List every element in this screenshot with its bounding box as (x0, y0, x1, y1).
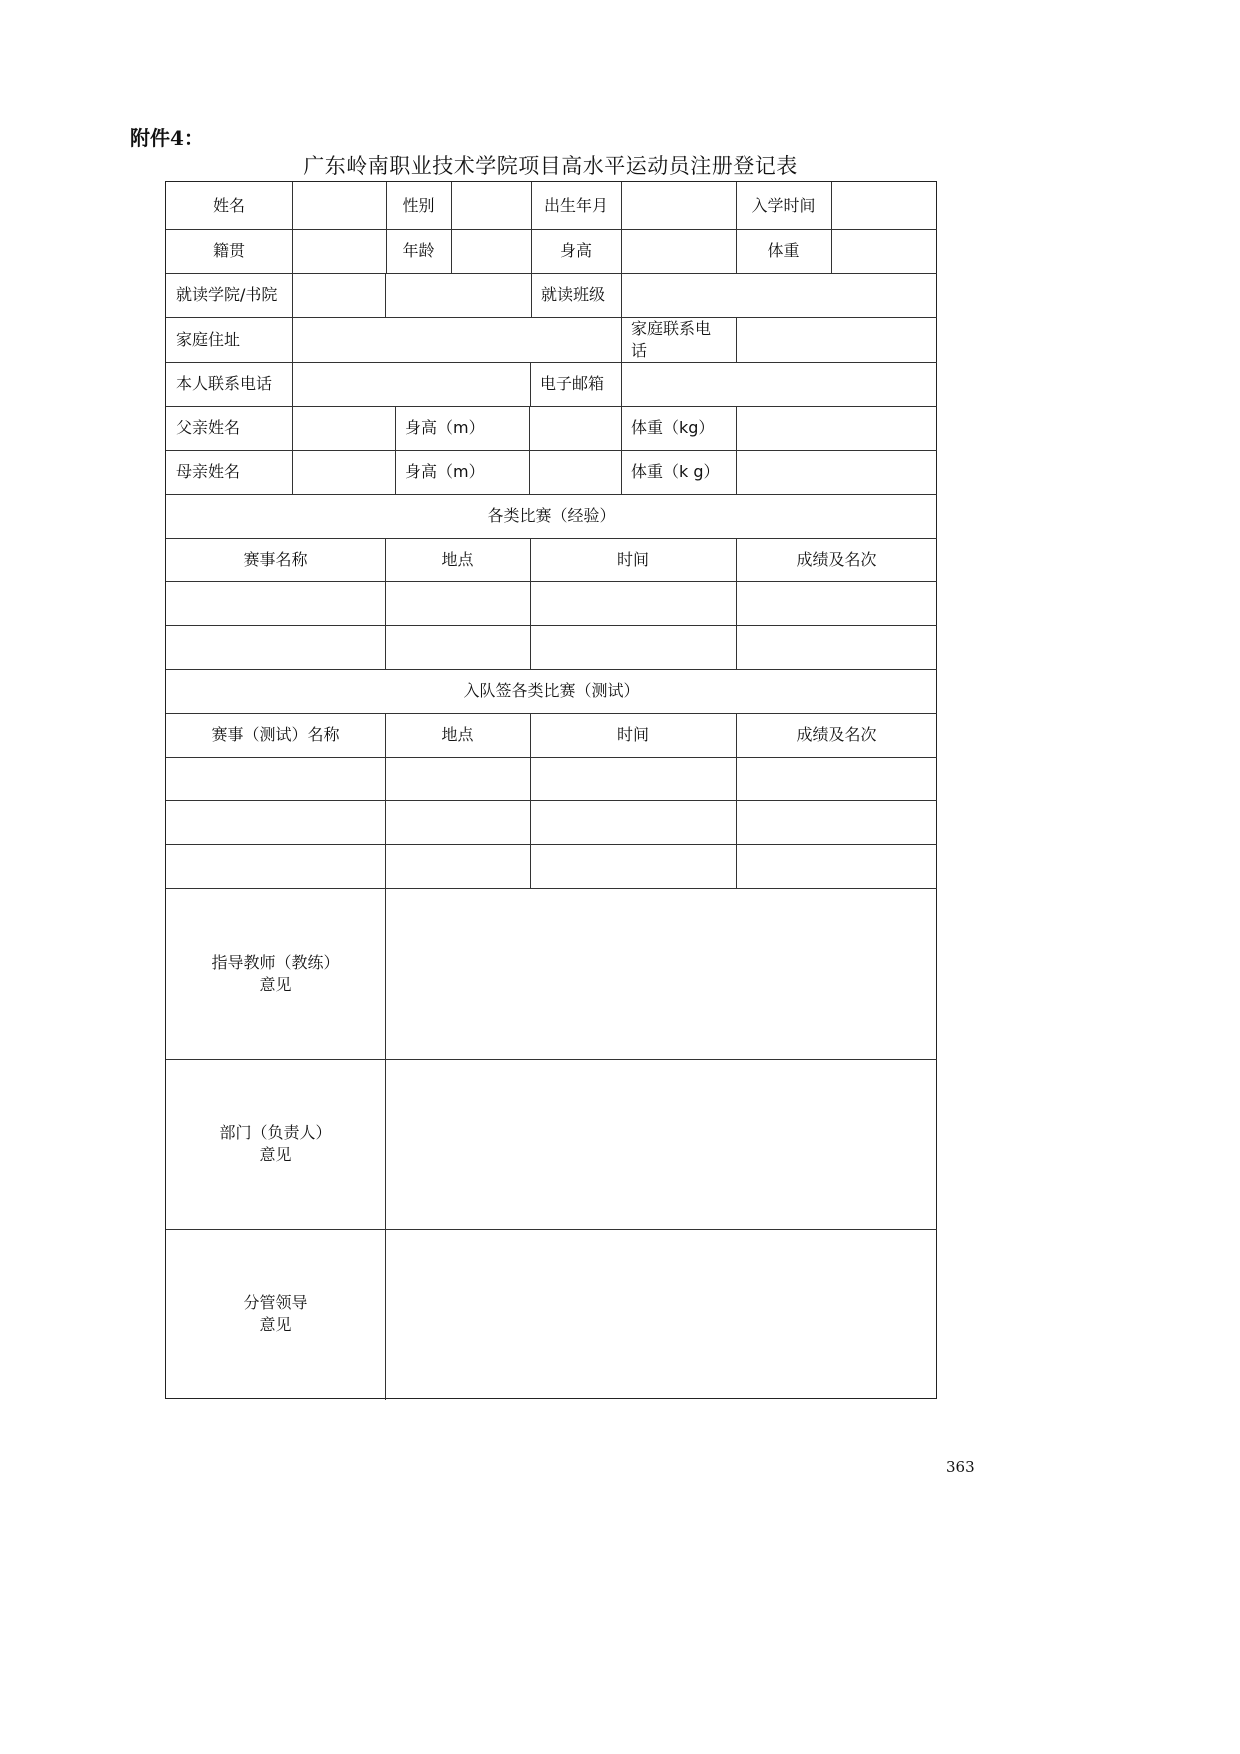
father-height-label: 身高（m） (405, 418, 485, 437)
birth-field[interactable] (622, 182, 736, 229)
test-heading: 入队签各类比赛（测试） (463, 681, 640, 700)
dept-opinion-label (166, 1059, 385, 1229)
experience-cell[interactable] (166, 625, 385, 669)
name-field[interactable] (293, 182, 386, 229)
test-cell[interactable] (166, 844, 385, 888)
home-phone-field[interactable] (737, 317, 937, 362)
height-label: 身高 (559, 241, 592, 260)
leader-opinion-label (166, 1229, 385, 1398)
father-name-label: 父亲姓名 (176, 418, 241, 437)
dept-opinion-field[interactable] (386, 1059, 937, 1229)
home-phone-text: 家庭联系电话 (631, 318, 712, 360)
experience-heading: 各类比赛（经验） (487, 506, 616, 525)
father-height-field[interactable] (530, 406, 621, 450)
experience-cell[interactable] (531, 581, 736, 625)
experience-cell[interactable] (737, 625, 937, 669)
class-label: 就读班级 (541, 285, 606, 304)
college-label: 就读学院/书院 (176, 285, 278, 304)
native-place-field[interactable] (293, 229, 386, 273)
gender-field[interactable] (452, 182, 531, 229)
weight-field[interactable] (832, 229, 937, 273)
test-cell[interactable] (531, 800, 736, 844)
email-label: 电子邮箱 (540, 374, 605, 393)
experience-cell[interactable] (166, 581, 385, 625)
test-col-place: 地点 (441, 725, 474, 744)
birth-label: 出生年月 (543, 195, 608, 215)
test-cell[interactable] (386, 757, 530, 800)
experience-cell[interactable] (386, 625, 530, 669)
address-field[interactable] (293, 317, 621, 362)
test-cell[interactable] (166, 757, 385, 800)
class-field[interactable] (622, 273, 937, 317)
test-col-time: 时间 (616, 725, 649, 744)
native-place-label: 籍贯 (212, 241, 245, 260)
experience-col-place: 地点 (441, 549, 474, 569)
age-label: 年龄 (402, 241, 435, 260)
form-title: 广东岭南职业技术学院项目高水平运动员注册登记表 (303, 154, 798, 178)
attachment-label: 附件4： (130, 126, 204, 150)
mother-name-label: 母亲姓名 (176, 462, 241, 481)
test-cell[interactable] (737, 844, 937, 888)
coach-opinion-field[interactable] (386, 888, 937, 1059)
coach-opinion-line1: 指导教师（教练） (211, 952, 340, 972)
address-label: 家庭住址 (176, 329, 241, 349)
name-label: 姓名 (212, 195, 245, 215)
test-cell[interactable] (737, 757, 937, 800)
enroll-time-field[interactable] (832, 182, 937, 229)
home-phone-label (621, 317, 736, 362)
registration-form (165, 181, 937, 1399)
experience-cell[interactable] (737, 581, 937, 625)
age-field[interactable] (452, 229, 531, 273)
leader-opinion-line2: 意见 (259, 1314, 292, 1334)
experience-col-time: 时间 (616, 549, 649, 569)
email-field[interactable] (622, 362, 937, 406)
weight-label: 体重 (767, 241, 800, 260)
test-col-result: 成绩及名次 (796, 725, 877, 744)
test-cell[interactable] (386, 844, 530, 888)
experience-col-result: 成绩及名次 (796, 549, 877, 569)
father-name-field[interactable] (293, 406, 395, 450)
experience-cell[interactable] (386, 581, 530, 625)
enroll-time-label: 入学时间 (751, 195, 816, 215)
test-cell[interactable] (531, 844, 736, 888)
mother-height-field[interactable] (530, 450, 621, 494)
page-number: 363 (946, 1458, 975, 1476)
phone-field[interactable] (293, 362, 530, 406)
coach-opinion-label (166, 888, 385, 1059)
test-col-event: 赛事（测试）名称 (211, 725, 340, 744)
phone-label: 本人联系电话 (176, 374, 273, 393)
father-weight-label: 体重（kg） (631, 418, 715, 437)
dept-opinion-line2: 意见 (259, 1145, 292, 1164)
test-cell[interactable] (386, 800, 530, 844)
mother-name-field[interactable] (293, 450, 395, 494)
college-field[interactable] (293, 273, 385, 317)
mother-height-label: 身高（m） (405, 462, 485, 481)
experience-cell[interactable] (531, 625, 736, 669)
dept-opinion-line1: 部门（负责人） (219, 1123, 332, 1142)
father-weight-field[interactable] (737, 406, 937, 450)
leader-opinion-field[interactable] (386, 1229, 937, 1398)
mother-weight-label: 体重（k g） (631, 462, 720, 481)
experience-col-event: 赛事名称 (243, 549, 308, 569)
test-cell[interactable] (737, 800, 937, 844)
coach-opinion-line2: 意见 (259, 974, 292, 994)
test-cell[interactable] (531, 757, 736, 800)
mother-weight-field[interactable] (737, 450, 937, 494)
gender-label: 性别 (402, 195, 435, 215)
leader-opinion-line1: 分管领导 (243, 1292, 308, 1312)
test-cell[interactable] (166, 800, 385, 844)
height-field[interactable] (622, 229, 736, 273)
college-field-extra[interactable] (386, 273, 531, 317)
